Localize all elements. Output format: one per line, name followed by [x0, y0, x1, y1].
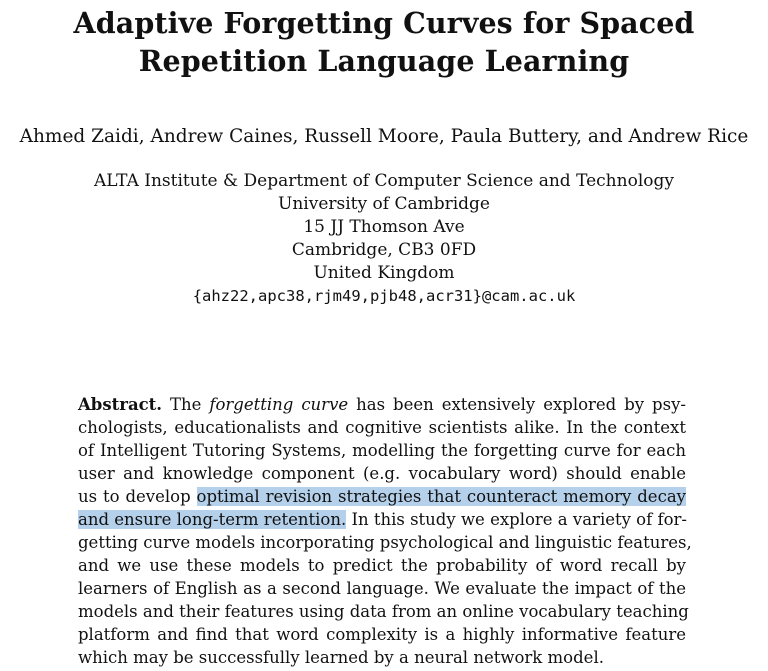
- paper-title: [0, 4, 768, 80]
- abstract-line: of Intelligent Tutoring Systems, modelling the forgetting curve for each: [78, 441, 686, 460]
- affiliation-line: United Kingdom: [313, 263, 455, 283]
- abstract-line: which may be successfully learned by a neural network model.: [78, 648, 604, 667]
- author-emails: {ahz22,apc38,rjm49,pjb48,acr31}@cam.ac.uk: [192, 287, 576, 305]
- affiliation-line: Cambridge, CB3 0FD: [291, 240, 477, 260]
- affiliation-line: University of Cambridge: [278, 194, 490, 214]
- abstract-line: getting curve models incorporating psychological and linguistic features,: [78, 533, 692, 552]
- affiliation-line: ALTA Institute & Department of Computer Science and Technology: [94, 171, 674, 191]
- paper-title-line-2: Repetition Language Learning: [138, 44, 630, 78]
- text-selection-highlight[interactable]: optimal revision strategies that counteract memory decay: [196, 487, 686, 506]
- abstract-text: has been extensively explored by psy-: [348, 395, 686, 414]
- abstract-text: In this study we explore a variety of for-: [346, 510, 687, 529]
- abstract-line: [78, 393, 686, 416]
- abstract-text: us to develop: [78, 487, 197, 506]
- abstract-text: The: [170, 395, 210, 414]
- abstract-line: learners of English as a second language. We evaluate the impact of the: [78, 579, 686, 598]
- author-list: Ahmed Zaidi, Andrew Caines, Russell Moore, Paula Buttery, and Andrew Rice: [19, 126, 749, 147]
- abstract-line: [78, 508, 686, 531]
- abstract-line: platform and find that word complexity is a highly informative feature: [78, 625, 686, 644]
- abstract-line: chologists, educationalists and cognitive scientists alike. In the context: [78, 418, 686, 437]
- abstract-line: and we use these models to predict the probability of word recall by: [78, 556, 686, 575]
- affiliation-block: [0, 170, 768, 308]
- abstract-line: [78, 485, 686, 508]
- paper-title-line-1: Adaptive Forgetting Curves for Spaced: [73, 6, 695, 40]
- abstract: [78, 393, 692, 669]
- affiliation-line: 15 JJ Thomson Ave: [303, 217, 465, 237]
- abstract-line: models and their features using data from an online vocabulary teaching: [78, 602, 689, 621]
- text-selection-highlight[interactable]: and ensure long-term retention.: [78, 510, 347, 529]
- abstract-emphasis: forgetting curve: [209, 395, 349, 414]
- abstract-line: user and knowledge component (e.g. vocabulary word) should enable: [78, 464, 686, 483]
- abstract-label: Abstract.: [78, 395, 163, 414]
